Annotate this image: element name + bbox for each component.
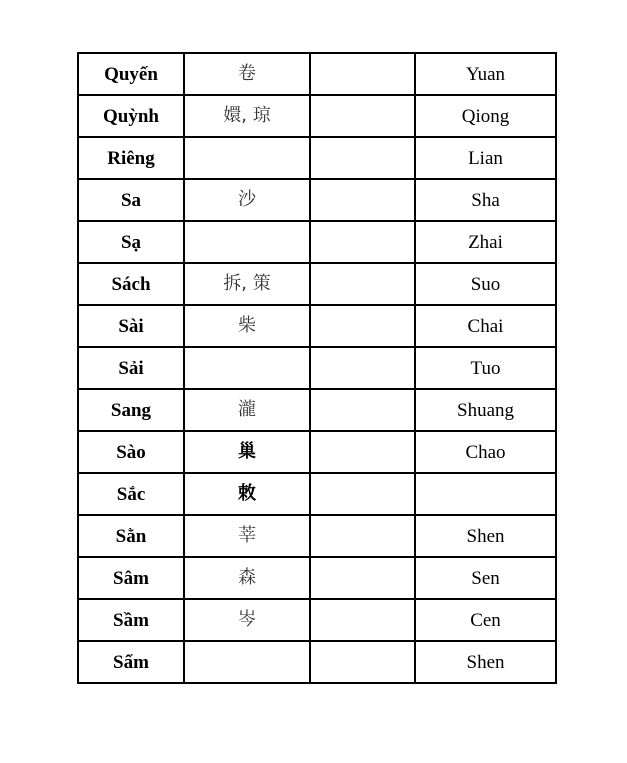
name-table-body bbox=[78, 53, 556, 683]
empty-cell bbox=[310, 95, 415, 137]
table-row bbox=[78, 473, 556, 515]
vietnamese-name-cell: Sa bbox=[78, 179, 184, 221]
table-row bbox=[78, 347, 556, 389]
table-row bbox=[78, 137, 556, 179]
table-row bbox=[78, 95, 556, 137]
pinyin-cell: Zhai bbox=[415, 221, 556, 263]
pinyin-cell: Tuo bbox=[415, 347, 556, 389]
vietnamese-name-cell: Sâm bbox=[78, 557, 184, 599]
empty-cell bbox=[310, 179, 415, 221]
han-character-cell: 敕 bbox=[184, 473, 310, 515]
pinyin-cell: Qiong bbox=[415, 95, 556, 137]
empty-cell bbox=[310, 53, 415, 95]
vietnamese-name-cell: Quyến bbox=[78, 53, 184, 95]
table-row bbox=[78, 221, 556, 263]
name-table bbox=[77, 52, 557, 684]
han-character-cell bbox=[184, 641, 310, 683]
han-character-cell: 瀧 bbox=[184, 389, 310, 431]
vietnamese-name-cell: Sắc bbox=[78, 473, 184, 515]
han-character-cell bbox=[184, 347, 310, 389]
han-character-cell bbox=[184, 137, 310, 179]
vietnamese-name-cell: Sách bbox=[78, 263, 184, 305]
pinyin-cell: Shen bbox=[415, 515, 556, 557]
empty-cell bbox=[310, 641, 415, 683]
vietnamese-name-cell: Sằn bbox=[78, 515, 184, 557]
vietnamese-name-cell: Sào bbox=[78, 431, 184, 473]
vietnamese-name-cell: Sang bbox=[78, 389, 184, 431]
han-character-cell: 巢 bbox=[184, 431, 310, 473]
han-character-cell: 拆, 策 bbox=[184, 263, 310, 305]
pinyin-cell: Shen bbox=[415, 641, 556, 683]
table-row bbox=[78, 515, 556, 557]
vietnamese-name-cell: Sẩm bbox=[78, 641, 184, 683]
table-row bbox=[78, 389, 556, 431]
empty-cell bbox=[310, 221, 415, 263]
pinyin-cell: Suo bbox=[415, 263, 556, 305]
han-character-cell: 柴 bbox=[184, 305, 310, 347]
pinyin-cell: Cen bbox=[415, 599, 556, 641]
empty-cell bbox=[310, 599, 415, 641]
vietnamese-name-cell: Riêng bbox=[78, 137, 184, 179]
vietnamese-name-cell: Sạ bbox=[78, 221, 184, 263]
empty-cell bbox=[310, 557, 415, 599]
han-character-cell: 嬛, 琼 bbox=[184, 95, 310, 137]
han-character-cell: 森 bbox=[184, 557, 310, 599]
vietnamese-name-cell: Sài bbox=[78, 305, 184, 347]
empty-cell bbox=[310, 431, 415, 473]
pinyin-cell: Chao bbox=[415, 431, 556, 473]
han-character-cell: 莘 bbox=[184, 515, 310, 557]
han-character-cell bbox=[184, 221, 310, 263]
pinyin-cell: Shuang bbox=[415, 389, 556, 431]
vietnamese-name-cell: Sải bbox=[78, 347, 184, 389]
empty-cell bbox=[310, 347, 415, 389]
table-row bbox=[78, 557, 556, 599]
table-row bbox=[78, 641, 556, 683]
han-character-cell: 岑 bbox=[184, 599, 310, 641]
han-character-cell: 卷 bbox=[184, 53, 310, 95]
empty-cell bbox=[310, 305, 415, 347]
pinyin-cell: Sen bbox=[415, 557, 556, 599]
table-row bbox=[78, 263, 556, 305]
vietnamese-name-cell: Quỳnh bbox=[78, 95, 184, 137]
table-row bbox=[78, 53, 556, 95]
pinyin-cell: Chai bbox=[415, 305, 556, 347]
table-row bbox=[78, 599, 556, 641]
empty-cell bbox=[310, 137, 415, 179]
pinyin-cell bbox=[415, 473, 556, 515]
empty-cell bbox=[310, 473, 415, 515]
pinyin-cell: Yuan bbox=[415, 53, 556, 95]
empty-cell bbox=[310, 389, 415, 431]
han-character-cell: 沙 bbox=[184, 179, 310, 221]
table-row bbox=[78, 179, 556, 221]
table-row bbox=[78, 431, 556, 473]
pinyin-cell: Lian bbox=[415, 137, 556, 179]
pinyin-cell: Sha bbox=[415, 179, 556, 221]
vietnamese-name-cell: Sầm bbox=[78, 599, 184, 641]
table-row bbox=[78, 305, 556, 347]
empty-cell bbox=[310, 515, 415, 557]
empty-cell bbox=[310, 263, 415, 305]
